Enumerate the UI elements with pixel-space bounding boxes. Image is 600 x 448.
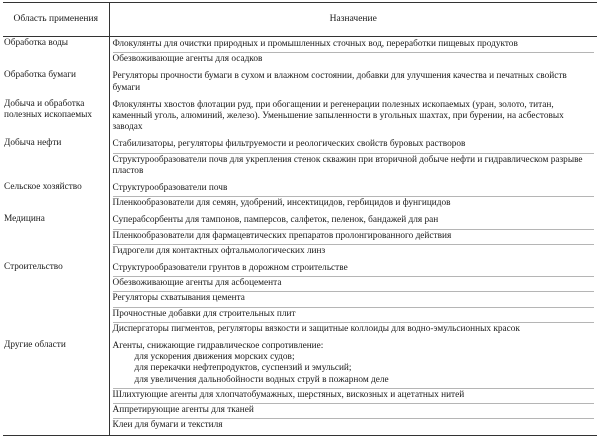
purpose-item	[113, 182, 595, 197]
table-row	[3, 69, 597, 97]
purpose-item	[113, 308, 595, 323]
purpose-item	[113, 214, 595, 229]
purpose-item	[113, 323, 595, 337]
area-cell: Строительство	[3, 261, 109, 339]
area-cell: Добыча нефти	[3, 137, 109, 181]
purpose-item-text: Обезвоживающие агенты для осадков	[112, 54, 263, 65]
table-row	[3, 98, 597, 138]
purpose-item-text: Структурообразователи почв	[112, 183, 228, 194]
table-header-row	[3, 3, 597, 37]
table-row	[3, 137, 597, 181]
purpose-item	[113, 419, 595, 433]
purpose-cell	[109, 339, 597, 436]
area-cell: Другие области	[3, 339, 109, 436]
purpose-subitem: для перекачки нефтепродуктов, суспензий и эмульсий;	[134, 363, 352, 374]
purpose-item-text: Прочностные добавки для строительных плит	[112, 308, 296, 319]
area-cell: Сельское хозяйство	[3, 181, 109, 213]
purpose-item	[113, 340, 595, 389]
purpose-cell	[109, 181, 597, 213]
area-cell: Добыча и обработка полезных ископаемых	[3, 98, 109, 138]
purpose-cell	[109, 213, 597, 261]
header-area: Область применения	[3, 3, 109, 37]
purpose-item-text: Регуляторы схватывания цемента	[112, 293, 245, 304]
purpose-item-text: Пленкообразователи для фармацевтических препаратов пролонгированного действия	[112, 230, 452, 241]
purpose-item	[113, 262, 595, 277]
purpose-item-text: Обезвоживающие агенты для асбоцемента	[112, 278, 282, 289]
purpose-item	[113, 138, 595, 153]
applications-table	[3, 2, 597, 436]
purpose-item	[113, 404, 595, 419]
purpose-cell	[109, 37, 597, 70]
purpose-item	[113, 277, 595, 292]
purpose-subitem: для ускорения движения морских судов;	[134, 352, 295, 363]
purpose-item	[113, 389, 595, 404]
purpose-item-text: Диспергаторы пигментов, регуляторы вязкости и защитные коллоиды для водно-эмульсионных красок	[112, 323, 520, 334]
table-body	[3, 37, 597, 436]
purpose-item-text: Стабилизаторы, регуляторы фильтруемости и реологических свойств буровых растворов	[112, 139, 466, 150]
purpose-item	[113, 154, 595, 179]
purpose-item	[113, 292, 595, 307]
purpose-item	[113, 230, 595, 245]
purpose-item-text: Регуляторы прочности бумаги в сухом и влажном состоянии, добавки для улучшения качества и печатных свойств бумаги	[112, 71, 567, 93]
purpose-item-text: Агенты, снижающие гидравлическое сопротивление:	[112, 341, 324, 352]
table-row	[3, 181, 597, 213]
purpose-subitem: для увеличения дальнобойности водных струй в пожарном деле	[134, 374, 389, 385]
purpose-item-text: Шлихтующие агенты для хлопчатобумажных, шерстяных, вискозных и ацетатных нитей	[112, 389, 465, 400]
purpose-cell	[109, 261, 597, 339]
purpose-item-text: Флокулянты для очистки природных и промышленных сточных вод, переработки пищевых продуктов	[112, 39, 518, 49]
purpose-item	[113, 99, 595, 136]
table-row	[3, 261, 597, 339]
purpose-item	[113, 70, 595, 95]
table-row	[3, 213, 597, 261]
purpose-cell	[109, 98, 597, 138]
purpose-item	[113, 38, 595, 53]
purpose-cell	[109, 137, 597, 181]
purpose-item-text: Аппретирующие агенты для тканей	[112, 405, 254, 416]
purpose-item-text: Структурообразователи почв для укрепления стенок скважин при вторичной добыче нефти и гидравлическом разрыве пластов	[112, 154, 583, 176]
purpose-item-text: Флокулянты хвостов флотации руд, при обогащении и регенерации полезных ископаемых (уран, золото, титан, каменный уголь, алюминий, железо). Уменьшение запыленности в угольных шахтах, при бурении, на асбестовых заводах	[112, 99, 564, 133]
header-purpose: Назначение	[109, 3, 597, 37]
area-cell: Обработка бумаги	[3, 69, 109, 97]
purpose-cell	[109, 69, 597, 97]
area-cell: Медицина	[3, 213, 109, 261]
purpose-item-text: Пленкообразователи для семян, удобрений, инсектицидов, гербицидов и фунгицидов	[112, 198, 451, 209]
purpose-item	[113, 53, 595, 67]
purpose-item-text: Суперабсорбенты для тампонов, памперсов, салфеток, пеленок, бандажей для ран	[112, 215, 439, 226]
area-cell: Обработка воды	[3, 37, 109, 70]
purpose-item	[113, 197, 595, 211]
table-row	[3, 339, 597, 436]
purpose-item-text: Гидрогели для контактных офтальмологических линз	[112, 245, 326, 256]
purpose-item-text: Структурообразователи грунтов в дорожном строительстве	[112, 263, 348, 274]
table-row	[3, 37, 597, 70]
purpose-item	[113, 245, 595, 259]
purpose-item-text: Клеи для бумаги и текстиля	[112, 420, 223, 431]
